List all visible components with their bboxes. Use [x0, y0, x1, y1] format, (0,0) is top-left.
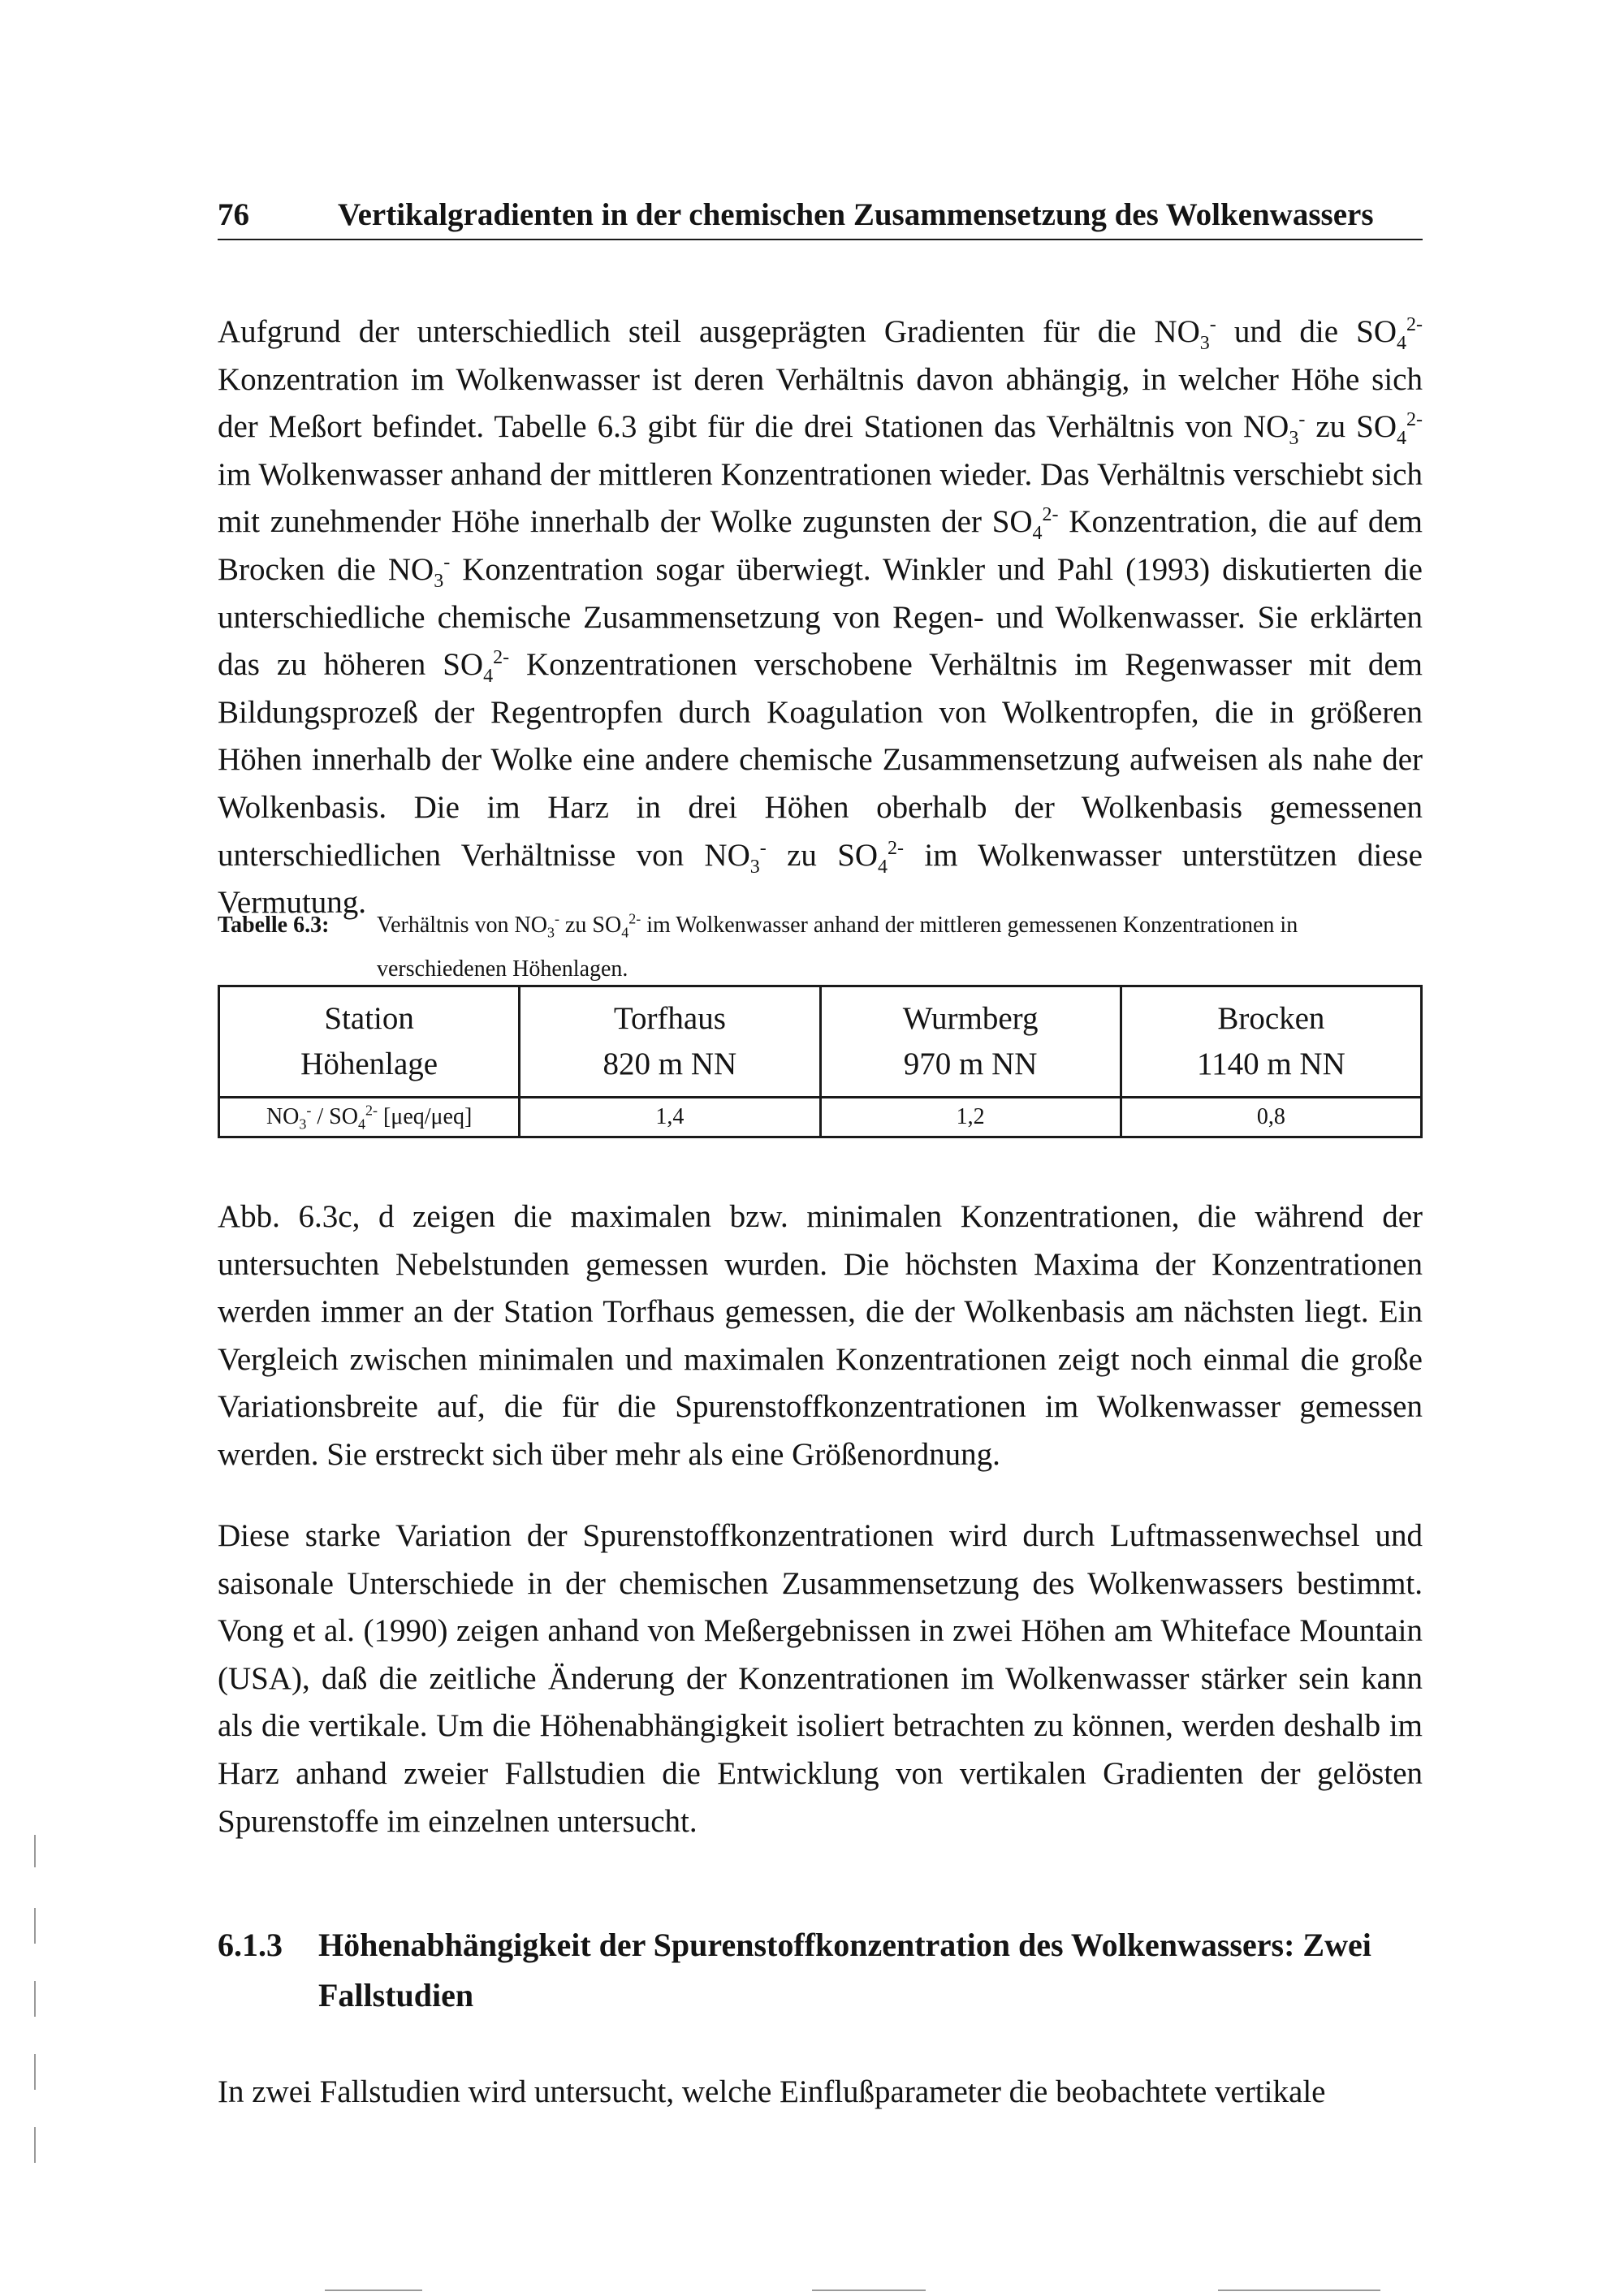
superscript: 2- — [628, 910, 641, 927]
subscript: 4 — [483, 665, 494, 687]
superscript: 2- — [1406, 314, 1423, 335]
superscript: 2- — [888, 837, 905, 859]
running-title: Vertikalgradienten in der chemischen Zusammensetzung des Wolkenwassers — [338, 197, 1374, 232]
superscript: 2- — [493, 647, 510, 669]
subscript: 4 — [878, 856, 888, 878]
caption-text: im Wolkenwasser anhand der mittleren gemessenen Konzentrationen in — [641, 913, 1298, 938]
p1-text: zu SO — [766, 837, 879, 873]
station-name: Wurmberg — [902, 1001, 1039, 1036]
p1-text: im Wolkenwasser anhand der mittleren Konzentrationen wieder. Das Verhältnis verschiebt sich mit zunehmender Höhe innerhalb der Wolke zugunsten der SO — [218, 456, 1423, 540]
ratio-value-torfhaus: 1,4 — [520, 1098, 820, 1137]
table-header-row — [219, 986, 1422, 1098]
ratio-value-wurmberg: 1,2 — [820, 1098, 1121, 1137]
running-header — [218, 195, 1423, 240]
superscript: - — [1298, 409, 1306, 431]
row-label-cell — [219, 1098, 520, 1137]
station-name: Brocken — [1217, 1001, 1325, 1036]
ratio-value-brocken: 0,8 — [1121, 1098, 1421, 1137]
paragraph-2: Abb. 6.3c, d zeigen die maximalen bzw. minimalen Konzentrationen, die während der untersuchten Nebelstunden gemessen wurden. Die höchsten Maxima der Konzentrationen werden immer an der Station Torfhaus gemessen, die der Wolkenbasis am nächsten liegt. Ein Vergleich zwischen minimalen und maximalen Konzentrationen zeigt noch einmal die große Variationsbreite auf, die für die Spurenstoffkonzentrationen im Wolkenwasser gemessen werden. Sie erstreckt sich über mehr als eine Größenordnung. — [218, 1199, 1423, 1472]
scan-mark — [34, 1835, 36, 1867]
superscript: 2- — [1406, 409, 1423, 431]
section-title: Höhenabhängigkeit der Spurenstoffkonzentration des Wolkenwassers: Zwei — [318, 1927, 1371, 1963]
p1-text: Konzentration im Wolkenwasser ist deren Verhältnis davon abhängig, in welcher Höhe sich der Meßort befindet. Tabelle 6.3 gibt für die drei Stationen das Verhältnis von NO — [218, 361, 1423, 445]
header-cell-station — [219, 986, 520, 1098]
subscript: 3 — [434, 570, 444, 592]
table-row — [219, 1098, 1422, 1137]
ratio-table — [218, 985, 1423, 1138]
caption-line-1 — [218, 904, 1427, 947]
subscript: 4 — [1397, 427, 1406, 449]
scan-mark — [34, 2127, 36, 2163]
subscript: 3 — [299, 1116, 307, 1133]
subscript: 4 — [357, 1116, 365, 1133]
station-hoehe: 970 m NN — [903, 1047, 1038, 1081]
row-label-unit: [μeq/μeq] — [377, 1104, 473, 1129]
section-number: 6.1.3 — [218, 1927, 283, 1963]
header-cell-brocken — [1121, 986, 1421, 1098]
section-heading-line-1 — [218, 1920, 1427, 1970]
paragraph-3: Diese starke Variation der Spurenstoffkonzentrationen wird durch Luftmassenwechsel und saisonale Unterschiede in der chemischen Zusammensetzung des Wolkenwassers bestimmt. Vong et al. (1990) zeigen anhand von Meßergebnissen in zwei Höhen am Whiteface Mountain (USA), daß die zeitliche Änderung der Konzentrationen im Wolkenwasser stärker sein kann als die vertikale. Um die Höhenabhängigkeit isoliert betrachten zu können, werden deshalb im Harz anhand zweier Fallstudien die Entwicklung von vertikalen Gradienten der gelösten Spurenstoffe im einzelnen untersucht. — [218, 1518, 1423, 1839]
subscript: 3 — [1199, 332, 1210, 354]
header-cell-wurmberg — [820, 986, 1121, 1098]
subscript: 3 — [749, 856, 760, 878]
p1-text: und die SO — [1216, 314, 1397, 349]
caption-label: Tabelle 6.3: — [218, 913, 330, 938]
row-label-text: / SO — [311, 1104, 358, 1129]
page-number: 76 — [218, 197, 249, 232]
superscript: 2- — [365, 1102, 378, 1119]
scan-mark — [34, 1981, 36, 2017]
superscript: - — [759, 837, 767, 859]
p1-text: Konzentrationen verschobene Verhältnis im Regenwasser mit dem Bildungsprozeß der Regentropfen durch Koagulation von Wolkentropfen, die in größeren Höhen innerhalb der Wolke eine andere chemische Zusammensetzung aufweisen als nahe der Wolkenbasis. Die im Harz in drei Höhen oberhalb der Wolkenbasis gemessenen unterschiedlichen Verhältnisse von NO — [218, 647, 1423, 873]
station-hoehe: 1140 m NN — [1197, 1047, 1345, 1081]
subscript: 3 — [546, 924, 555, 941]
p1-text: Aufgrund der unterschiedlich steil ausgeprägten Gradienten für die NO — [218, 314, 1200, 349]
scan-mark — [812, 2290, 926, 2291]
header-station-label: Station — [324, 1001, 414, 1036]
p1-text: im Wolkenwasser unterstützen diese Vermutung. — [218, 837, 1423, 921]
station-name: Torfhaus — [613, 1001, 726, 1036]
superscript: - — [306, 1102, 312, 1119]
subscript: 4 — [1397, 332, 1407, 354]
paragraph-1 — [218, 309, 1423, 927]
superscript: - — [443, 551, 451, 573]
header-cell-torfhaus — [520, 986, 820, 1098]
subscript: 4 — [621, 924, 629, 941]
caption-text: zu SO — [559, 913, 622, 938]
superscript: - — [554, 910, 559, 927]
p1-text: Konzentration sogar überwiegt. Winkler und Pahl (1993) diskutierten die unterschiedliche chemische Zusammensetzung von Regen- und Wolkenwasser. Sie erklärten das zu höheren SO — [218, 551, 1423, 683]
section-title-cont: Fallstudien — [318, 1977, 474, 2013]
scan-mark — [325, 2290, 422, 2291]
superscript: 2- — [1042, 504, 1059, 526]
subscript: 3 — [1289, 427, 1299, 449]
scan-mark — [34, 2054, 36, 2090]
scan-mark — [1218, 2290, 1380, 2291]
header-hoehe-label: Höhenlage — [300, 1047, 438, 1081]
row-label-text: NO — [266, 1104, 300, 1129]
caption-text: Verhältnis von NO — [377, 913, 547, 938]
p1-text: Konzentration, die auf dem Brocken die NO — [218, 504, 1423, 587]
table-caption — [218, 904, 1427, 991]
station-hoehe: 820 m NN — [603, 1047, 737, 1081]
caption-line-2: verschiedenen Höhenlagen. — [377, 956, 628, 982]
p1-text: zu SO — [1305, 409, 1397, 445]
superscript: - — [1209, 314, 1216, 335]
section-heading — [218, 1920, 1427, 2021]
scan-mark — [34, 1908, 36, 1944]
paragraph-4: In zwei Fallstudien wird untersucht, welche Einflußparameter die beobachtete vertikale — [218, 2074, 1326, 2109]
subscript: 4 — [1032, 523, 1043, 545]
